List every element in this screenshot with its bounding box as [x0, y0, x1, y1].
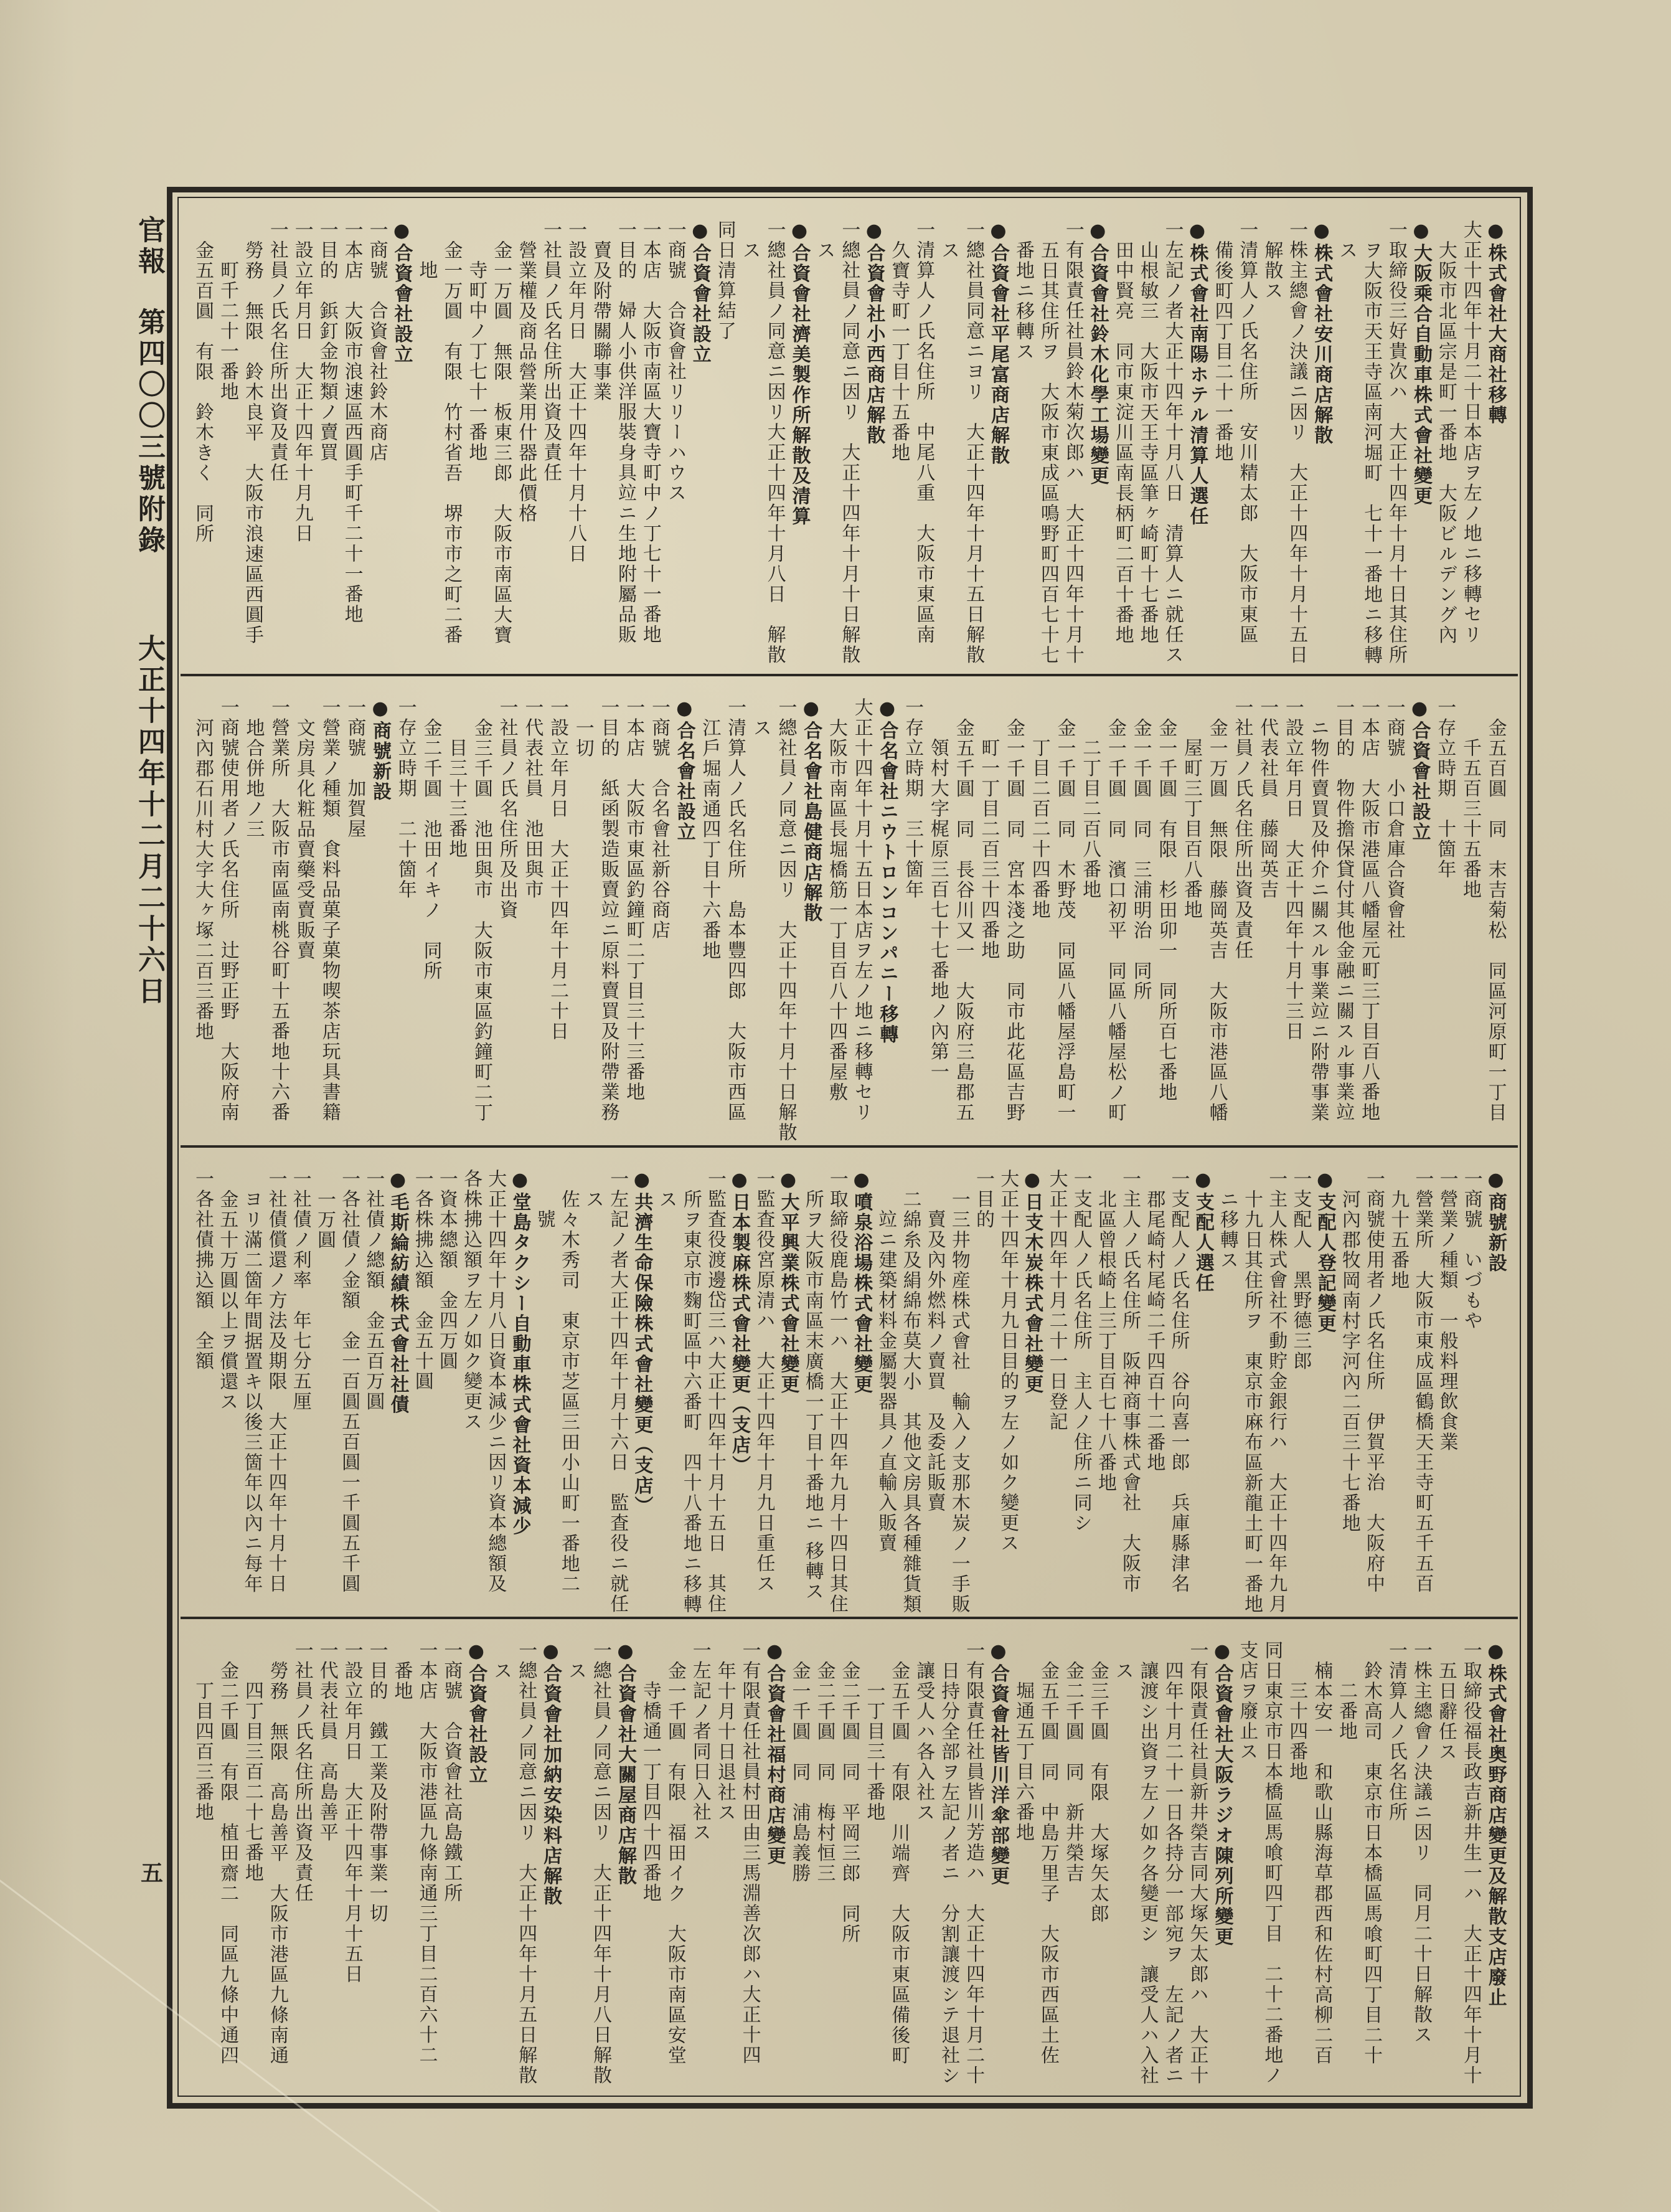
- text-column: 一商號 合資會社高島鐵工所: [440, 1640, 463, 1904]
- text-column: 一目的: [972, 1169, 994, 1230]
- text-column: 二丁目二百八番地: [1079, 738, 1101, 900]
- text-column: 五日辭任ス: [1434, 1660, 1457, 1762]
- text-column: 寺町中ノ丁七十一番地: [465, 260, 487, 463]
- text-column: 一商號 加賀屋: [344, 697, 366, 839]
- text-column: 一社債ノ利率 年七分五厘: [289, 1169, 311, 1412]
- text-column: 鈴木高司 東京市日本橋區馬喰町四丁目二十: [1360, 1660, 1383, 2066]
- text-column: 二綿糸及絹綿布莫大小 其他文房具各種雜貨類: [899, 1189, 921, 1614]
- text-column: 賣及內外燃料ノ賣買 及委託販賣: [923, 1209, 946, 1513]
- text-column: 一清算人ノ氏名住所 中尾八重 大阪市東區南: [913, 220, 935, 645]
- text-column: 一目的 紙函製造販賣竝ニ原料賣買及附帶業務: [597, 697, 619, 1123]
- text-column: 金一千圓 有限 福田イク 大阪市南區安堂: [664, 1660, 686, 2066]
- text-column: 一商號 小口倉庫合資會社: [1383, 697, 1405, 940]
- text-column: 營業權及商品營業用什器此價格: [515, 240, 537, 524]
- notice-heading: ●合資會社平尾富商店解散: [987, 220, 1009, 466]
- notice-heading: ●共濟生命保險株式會社變更（支店）: [631, 1169, 653, 1516]
- text-column: 一營業ノ種類 食料品菓子菓物喫茶店玩具書籍: [318, 697, 341, 1123]
- notice-heading: ●株式會社大商社移轉: [1484, 220, 1507, 425]
- text-column: 一各社債ノ金額 金一百圓五百圓一千圓五千圓: [338, 1169, 360, 1594]
- text-column: 一三井物産株式會社 輸入ノ支那木炭ノ一手販: [948, 1189, 970, 1614]
- text-column: 大正十四年十月九日目的ヲ左ノ如ク變更ス: [997, 1169, 1019, 1554]
- text-column: 一有限責任社員村田由三馬淵善次郎ハ大正十四: [738, 1640, 761, 2066]
- text-column: 大正十四年十月十五日本店ヲ左ノ地ニ移轉セリ: [850, 697, 873, 1123]
- text-column: 解散ス: [1261, 240, 1283, 301]
- notice-heading: ●大阪乘合自動車株式會社變更: [1410, 220, 1432, 506]
- text-column: 支店ヲ廢止ス: [1236, 1640, 1258, 1762]
- text-column: 金二千圓 同 梅村恒三: [813, 1660, 835, 1883]
- text-column: 金三千圓 池田與市 大阪市東區釣鐘町二丁: [470, 717, 492, 1123]
- notice-heading: ●合資會社鈴木化學工場變更: [1086, 220, 1109, 486]
- text-column: 金一千圓 同 三浦明治 同所: [1129, 717, 1152, 1001]
- text-column: 一本店 大阪市港區八幡屋元町三丁目百八番地: [1358, 697, 1380, 1123]
- text-column: 大正十四年十月二十日本店ヲ左ノ地ニ移轉セリ: [1459, 220, 1482, 645]
- text-column: 金五百圓 有限 鈴木きく 同所: [192, 240, 214, 544]
- text-column: 一存立時期 十箇年: [1434, 697, 1456, 880]
- text-column: ニ物件賣買及仲介ニ關スル事業竝ニ附帶事業: [1307, 717, 1329, 1123]
- text-column: 金三千圓 有限 大塚矢太郎: [1086, 1660, 1109, 1924]
- notice-heading: ●支配人登記變更: [1314, 1169, 1336, 1334]
- text-column: 一株主總會ノ決議ニ因リ 同月二十日解散ス: [1410, 1640, 1432, 2045]
- text-column: 四年十月二十一日各持分一部宛ヲ 左記ノ者ニ: [1161, 1660, 1184, 2086]
- text-column: 一代表社員 池田與市: [521, 697, 544, 900]
- text-column: ヲ大阪市天王寺區南河堀町 七十一番地ニ移轉: [1360, 240, 1383, 665]
- text-column: 一本店 大阪市南區大寶寺町中ノ丁七十一番地: [639, 220, 661, 645]
- text-column: 金二千圓 同 平岡三郎 同所: [838, 1660, 860, 1944]
- issue-date: 大正十四年十二月二十六日: [133, 634, 165, 1008]
- text-column: 河內郡石川村大字大ヶ塚二百三番地: [192, 717, 214, 1042]
- notice-heading: ●合資會社設立: [390, 220, 413, 365]
- text-column: 河內郡牧岡南村字河內二百三十七番地: [1338, 1189, 1360, 1533]
- text-column: 讓受人ハ各入社ス: [913, 1660, 935, 1823]
- text-column: 一清算人ノ氏名住所: [1385, 1640, 1407, 1823]
- text-column: 一設立年月日 大正十四年十月二十日: [547, 697, 569, 1042]
- text-column: ス: [738, 240, 761, 260]
- text-column: ス: [490, 1660, 512, 1681]
- text-column: 一商號 合資會社鈴木商店: [365, 220, 388, 463]
- text-column: 一有限責任社員新井榮吉同大塚矢太郎ハ 大正十: [1186, 1640, 1208, 2086]
- notice-heading: ●日支木炭株式會社變更: [1021, 1169, 1043, 1395]
- text-column: 金二千圓 同 新井榮吉: [1061, 1660, 1084, 1883]
- text-column: 一左記ノ者大正十四年十月八日 清算人ニ就任ス: [1161, 220, 1184, 665]
- text-column: 讓渡シ出資ヲ左ノ如ク各變更シ 讓受人ハ入社: [1136, 1660, 1159, 2086]
- text-column: 一取締役鹿島竹一ハ 大正十四年九月十四日其住: [826, 1169, 848, 1614]
- text-column: 金一千圓 同 木野茂 同區八幡屋浮島町一: [1053, 717, 1076, 1123]
- text-column: 一支配人ノ氏名住所 谷向喜一郎 兵庫縣津名: [1167, 1169, 1190, 1594]
- text-column: 一本店 大阪市東區釣鐘町二丁目三十三番地: [623, 697, 645, 1102]
- tier-4: [179, 1619, 1519, 2096]
- text-column: 三十四番地: [1286, 1681, 1308, 1782]
- text-column: 金一千圓 有限 杉田卯一 同所百七番地: [1155, 717, 1177, 1102]
- text-column: 大阪市南區長堀橋筋一丁目百八十四番屋敷: [825, 717, 847, 1102]
- text-column: 山根敏三 大阪市天王寺區筆ヶ崎町十七番地: [1136, 240, 1159, 645]
- text-column: 一万圓: [313, 1189, 336, 1250]
- text-column: 佐々木秀司 東京市芝區三田小山町一番地二: [557, 1189, 580, 1594]
- text-column: 十九日其住所ヲ 東京市麻布區新龍土町一番地: [1241, 1189, 1263, 1614]
- text-column: 一目的 物件擔保貸付其他金融ニ關スル事業竝: [1332, 697, 1355, 1123]
- text-column: 大阪市北區宗是町一番地 大阪ビルデング內: [1434, 240, 1457, 645]
- text-column: 一社員ノ氏名住所及出資: [496, 697, 518, 920]
- text-column: ス: [749, 717, 771, 738]
- text-column: 一有限責任社員皆川芳造ハ 大正十四年十月二十: [963, 1640, 985, 2086]
- text-column: 一取締役福長政吉新井生一ハ 大正十四年十月十: [1459, 1640, 1482, 2086]
- text-column: 一支配人 黑野德三郎: [1289, 1169, 1312, 1371]
- text-column: 一取締役三好貴次ハ 大正十四年十月十日其住所: [1385, 220, 1407, 665]
- text-column: 金一万圓 有限 竹村省吾 堺市市之町二番: [440, 240, 463, 645]
- text-column: 四丁目三百二十七番地: [241, 1681, 263, 1883]
- text-column: 町一丁目二百三十四番地: [977, 738, 1000, 961]
- notice-heading: ●合資會社加納安染料店解散: [540, 1640, 562, 1907]
- text-column: 一本店 大阪市浪速區西圓手町千二十一番地: [341, 220, 363, 625]
- notice-heading: ●合資會社設立: [1408, 697, 1431, 843]
- notice-heading: ●毛斯綸紡績株式會社社債: [387, 1169, 409, 1415]
- notice-heading: ●大平興業株式會社變更: [777, 1169, 799, 1395]
- text-column: 一監査役渡邊岱三ハ大正十四年十月十五日 其住: [704, 1169, 726, 1614]
- text-column: 一左記ノ者同日入社ス: [689, 1640, 711, 1843]
- text-column: 一存立時期 三十箇年: [901, 697, 924, 900]
- text-column: 一株主總會ノ決議ニ因リ 大正十四年十月十五日: [1286, 220, 1308, 665]
- text-column: ス: [938, 240, 960, 260]
- text-column: ヨリ滿二箇年間据置キ以後三箇年以內ニ每年: [240, 1189, 263, 1594]
- text-column: 一商號 合名會社新谷商店: [647, 697, 670, 940]
- text-column: 同日東京市日本橋區馬喰町四丁目 二十二番地ノ: [1261, 1640, 1283, 2086]
- notice-heading: ●株式會社安川商店解散: [1311, 220, 1333, 446]
- text-column: 丁目二百二十四番地: [1028, 738, 1050, 920]
- notice-heading: ●合資會社皆川洋傘部變更: [987, 1640, 1009, 1886]
- text-column: 一設立年月日 大正十四年十月十五日: [341, 1640, 363, 1985]
- notice-heading: ●合資會社設立: [465, 1640, 487, 1785]
- text-column: 備後町四丁目二十一番地: [1211, 240, 1233, 463]
- notice-heading: ●合資會社設立: [689, 220, 711, 365]
- text-column: 一目的 鐵工業及附帶事業一切: [365, 1640, 388, 1924]
- text-column: 屋町三丁目百八番地: [1180, 738, 1203, 920]
- text-column: 一總社員ノ同意ニ因リ 大正十四年十月十日解散: [774, 697, 797, 1143]
- text-column: 一社員ノ氏名住所出資及責任: [266, 220, 288, 483]
- text-column: 一社債ノ總額 金五百万圓: [362, 1169, 385, 1412]
- text-column: 一商號 合資會社リリーハウス: [664, 220, 686, 503]
- text-column: 金五百圓 同 末吉菊松 同區河原町一丁目: [1484, 717, 1507, 1123]
- text-column: 一營業所 大阪市南區南桃谷町十五番地十六番: [268, 697, 290, 1123]
- text-column: 大正十四年十月二十一日登記: [1045, 1169, 1068, 1432]
- text-column: 賣及附帶關聯事業: [590, 240, 611, 402]
- notice-heading: ●合名會社島健商店解散: [800, 697, 822, 924]
- text-column: 一主人ノ氏名住所 阪神商事株式會社 大阪市: [1119, 1169, 1141, 1594]
- text-column: 一商號使用者ノ氏名住所 辻野正野 大阪府南: [217, 697, 239, 1123]
- text-column: ス: [655, 1189, 677, 1209]
- text-column: 番地ニ移轉ス: [1012, 240, 1034, 362]
- text-column: 金一千圓 同 浦島義勝: [788, 1660, 811, 1883]
- text-column: 領村大字梶原三百七十七番地ノ內第一: [926, 738, 949, 1082]
- text-column: 一本店 大阪市港區九條南通三丁目二百六十二: [415, 1640, 438, 2066]
- text-column: 所ヲ大阪市南區末廣橋一丁目十番地ニ 移轉ス: [801, 1189, 824, 1602]
- text-column: 一總社員ノ同意ニ因リ 大正十四年十月十日解散: [838, 220, 860, 665]
- text-column: 一清算人ノ氏名住所 島本豐四郎 大阪市西區: [724, 697, 746, 1123]
- tier-2: [179, 676, 1519, 1145]
- text-column: 九十五番地: [1387, 1189, 1410, 1290]
- text-column: 一代表社員 高島善平: [316, 1640, 338, 1843]
- text-column: 金五千圓 同 中島万里子 大阪市西區土佐: [1037, 1660, 1059, 2066]
- text-column: 一丁目三十番地: [863, 1681, 885, 1823]
- text-column: ス: [813, 240, 835, 260]
- notice-heading: ●合資會社小西商店解散: [863, 220, 885, 446]
- text-column: 一商號 いづもや: [1460, 1169, 1482, 1331]
- notice-heading: ●支配人選任: [1192, 1169, 1214, 1293]
- text-column: 一監査役宮原清ハ 大正十四年十月九日重任ス: [753, 1169, 775, 1594]
- notice-heading: ●噴泉浴場株式會社變更: [850, 1169, 873, 1395]
- text-column: 號: [533, 1209, 555, 1230]
- text-column: 北區曾根崎上三丁目百七十八番地: [1094, 1189, 1116, 1493]
- text-column: 年十月十日退社ス: [713, 1660, 736, 1823]
- text-column: 町千二十一番地: [216, 260, 238, 402]
- text-column: 田中賢亮 同市東淀川區南長柄町二百十番地: [1111, 240, 1134, 645]
- text-column: 一存立時期 二十箇年: [394, 697, 417, 900]
- text-column: 同日清算結了: [713, 220, 736, 341]
- text-column: 文房具化粧品賣藥受賣販賣: [293, 717, 315, 961]
- text-column: 一設立年月日 大正十四年十月十三日: [1281, 697, 1304, 1042]
- text-column: 一社員ノ氏名住所出資及責任: [540, 220, 562, 483]
- text-column: 一總社員ノ同意ニ因リ 大正十四年十月八日解散: [590, 1640, 611, 2086]
- text-column: 堀通五丁目六番地: [1012, 1681, 1034, 1843]
- text-column: 一總社員同意ニヨリ 大正十四年十月十五日解散: [963, 220, 985, 665]
- notice-heading: ●堂島タクシー自動車株式會社資本減少: [509, 1169, 531, 1536]
- text-column: 日持分全部ヲ左記ノ者ニ 分割讓渡シテ退社シ: [938, 1660, 960, 2086]
- notice-heading: ●合名會社設立: [673, 697, 695, 843]
- text-column: 竝ニ建築材料金屬製器具ノ直輸入販賣: [875, 1209, 897, 1554]
- text-column: 大正十四年十月八日資本減少ニ因リ資本總額及: [484, 1169, 507, 1594]
- notice-heading: ●商號新設: [1484, 1169, 1507, 1274]
- text-column: 勞務 無限 鈴木良平 大阪市浪速區西圓手: [241, 240, 263, 645]
- text-column: 地合併地ノ三: [242, 717, 265, 839]
- text-column: 一社債償還ノ方法及期限 大正十四年十月十日: [265, 1169, 287, 1594]
- text-column: 金二千圓 有限 植田齋二 同區九條中通四: [216, 1660, 238, 2066]
- text-column: 江戶堀南通四丁目十六番地: [699, 717, 721, 961]
- text-column: 一目的 婦人小供洋服裝身具竝ニ生地附屬品販: [614, 220, 636, 645]
- text-column: 金五千圓 有限 川端齊 大阪市東區備後町: [888, 1660, 910, 2066]
- text-column: 一社員ノ氏名住所出資及責任: [1231, 697, 1253, 961]
- notice-heading: ●合名會社ニウトロンコンパニー移轉: [876, 697, 898, 1045]
- text-column: 一左記ノ者大正十四年十月十六日 監査役ニ就任: [606, 1169, 629, 1614]
- text-column: 勞務 無限 高島善平 大阪市港區九條南通: [266, 1660, 288, 2066]
- text-column: 一清算人ノ氏名住所 安川精太郎 大阪市東區: [1236, 220, 1258, 645]
- text-column: 地: [415, 260, 438, 281]
- notice-heading: ●日本製麻株式會社變更（支店）: [728, 1169, 751, 1476]
- text-column: 各株拂込額ヲ左ノ如ク變更ス: [460, 1169, 482, 1432]
- text-column: ス: [1111, 1660, 1134, 1681]
- text-column: 金一千圓 同 濱口初平 同區八幡屋松ノ町: [1104, 717, 1126, 1123]
- text-column: 一各社債拂込額 全額: [192, 1169, 214, 1371]
- text-column: 丁目四百三番地: [192, 1681, 214, 1823]
- text-column: 一營業ノ種類 一般料理飲食業: [1436, 1169, 1458, 1452]
- text-column: 所ヲ東京市麴町區中六番町 四十八番地ニ移轉: [679, 1189, 702, 1614]
- text-column: 郡尾崎村尾崎二千四百十二番地: [1143, 1189, 1165, 1473]
- text-column: ニ移轉ス: [1216, 1189, 1238, 1270]
- text-column: ス: [1335, 240, 1358, 260]
- notice-heading: ●株式會社奥野商店變更及解散支店廢止: [1484, 1640, 1507, 2008]
- notice-heading: ●合資會社大關屋商店解散: [614, 1640, 636, 1886]
- text-column: 一各株拂込額 金五十圓: [411, 1169, 433, 1392]
- text-column: 五日其住所ヲ 大阪市東成區鳴野町四百七十七: [1037, 240, 1059, 665]
- issue-number: 第四〇〇三號附錄: [133, 308, 165, 557]
- text-column: 一設立年月日 大正十四年十月九日: [291, 220, 313, 544]
- text-column: 一資本總額 金四万圓: [435, 1169, 458, 1371]
- text-column: 久寶寺町一丁目十五番地: [888, 240, 910, 463]
- text-column: 一支配人ノ氏名住所 主人ノ住所ニ同シ: [1070, 1169, 1092, 1533]
- text-column: 金一万圓 無限 藤岡英吉 大阪市港區八幡: [1205, 717, 1228, 1123]
- text-column: 一切: [572, 717, 594, 759]
- text-column: 一總社員ノ同意ニ因リ大正十四年十月八日 解散: [763, 220, 786, 665]
- text-column: 楠本安一 和歌山縣海草郡西和佐村高柳二百: [1311, 1660, 1333, 2066]
- text-column: 二番地: [1335, 1681, 1358, 1742]
- text-column: 一社員ノ氏名住所出資及責任: [291, 1640, 313, 1904]
- text-column: 目三十三番地: [445, 738, 468, 859]
- text-column: 金一千圓 同 宮本淺之助 同市此花區吉野: [1003, 717, 1025, 1123]
- text-column: 番地: [390, 1660, 413, 1701]
- text-column: ス: [565, 1660, 587, 1681]
- text-column: 一設立年月日 大正十四年十月十八日: [565, 220, 587, 564]
- text-column: 一營業所 大阪市東成區鶴橋天王寺町五千五百: [1411, 1169, 1434, 1594]
- gazette-title: 官報: [133, 215, 165, 278]
- notice-heading: ●合資會社大阪ラジオ陳列所變更: [1211, 1640, 1233, 1947]
- text-column: 一主人株式會社不動貯金銀行ハ 大正十四年九月: [1265, 1169, 1287, 1614]
- text-column: 金一万圓 無限 板東三郎 大阪市南區大寶: [490, 240, 512, 645]
- tier-1: [179, 199, 1519, 674]
- notice-heading: ●商號新設: [369, 697, 392, 802]
- text-column: 金五十万圓以上ヲ償還ス: [216, 1189, 238, 1412]
- text-column: 一總社員ノ同意ニ因リ 大正十四年十月五日解散: [515, 1640, 537, 2086]
- text-column: 一有限責任社員鈴木菊次郎ハ 大正十四年十月十: [1061, 220, 1084, 665]
- notice-heading: ●株式會社南陽ホテル清算人選任: [1186, 220, 1208, 527]
- text-column: 一商號使用者ノ氏名住所 伊賀平治 大阪府中: [1363, 1169, 1385, 1594]
- text-column: 一目的 鋲釘金物類ノ賣買: [316, 220, 338, 463]
- text-column: 千五百三十五番地: [1459, 738, 1481, 900]
- text-column: 金五千圓 同 長谷川又一 大阪府三島郡五: [952, 717, 974, 1123]
- text-column: 金二千圓 池田イキノ 同所: [420, 717, 442, 981]
- notice-heading: ●合資會社濟美製作所解散及清算: [788, 220, 811, 527]
- page-number: 五: [140, 1860, 163, 1886]
- text-column: 寺橋通一丁目四十四番地: [639, 1681, 661, 1904]
- tier-3: [179, 1148, 1519, 1617]
- notice-heading: ●合資會社福村商店變更: [763, 1640, 786, 1866]
- text-column: 一代表社員 藤岡英吉: [1256, 697, 1279, 900]
- text-column: ス: [582, 1189, 604, 1209]
